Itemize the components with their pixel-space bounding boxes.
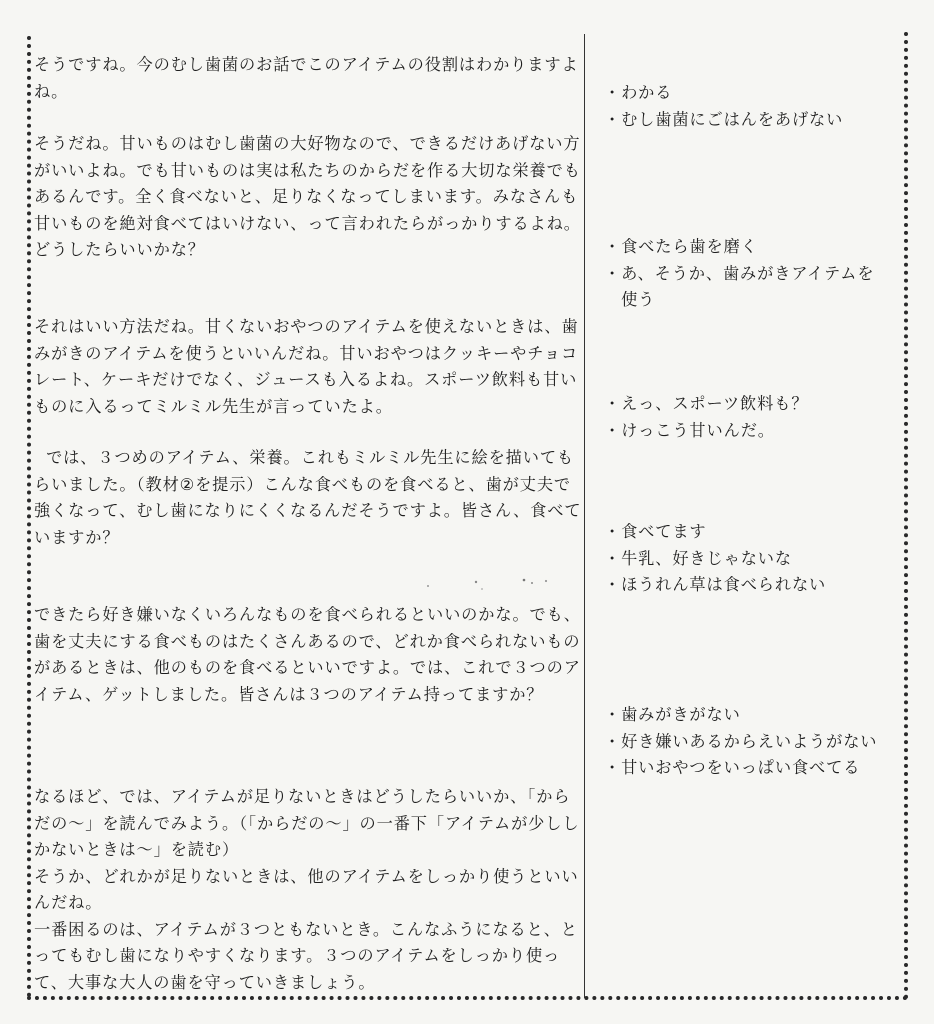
- student-response-group: [604, 234, 900, 314]
- student-response-line: ・あ、そうか、歯みがきアイテムを: [604, 263, 875, 283]
- dotted-frame-bottom: [27, 996, 908, 1000]
- student-response-line: ・えっ、スポーツ飲料も？: [604, 394, 809, 413]
- student-response-line: 使う: [604, 290, 656, 309]
- student-response-line: ・むし歯菌にごはんをあげない: [604, 109, 844, 129]
- student-response-group: [604, 702, 900, 782]
- teacher-paragraph: なるほど、では、アイテムが足りないときはどうしたらいいか、「からだの～」を読んでみよう。（「からだの～」の一番下「アイテムが少ししかないときは～」を読む） そうか、どれかが足りないときは、他のアイテムをしっかり使うといいんだね。 一番困るのは、アイテムが３つともないとき。こんなふうになると、とってもむし歯になりやすくなります。３つのアイテムをしっかり使って、大事な大人の歯を守っていきましょう。: [34, 787, 580, 992]
- student-response-group: [604, 80, 900, 133]
- dotted-frame-left: [27, 36, 31, 998]
- student-response-line: ・甘いおやつをいっぱい食べてる: [604, 758, 861, 777]
- scan-specks: [420, 574, 560, 594]
- student-response-group: [604, 519, 900, 599]
- teacher-paragraph: それはいい方法だね。甘くないおやつのアイテムを使えないときは、歯みがきのアイテムを使うといいんだね。甘いおやつはクッキーやチョコレート、ケーキだけでなく、ジュースも入るよね。スポーツ飲料も甘いものに入るってミルミル先生が言っていたよ。: [34, 317, 579, 416]
- student-response-line: ・歯みがきがない: [604, 705, 741, 724]
- dotted-frame-right: [904, 32, 908, 1000]
- student-response-line: ・食べてます: [604, 522, 707, 541]
- student-response-line: ・食べたら歯を磨く: [604, 237, 758, 256]
- teacher-paragraph: そうですね。今のむし歯菌のお話でこのアイテムの役割はわかりますよね。: [34, 55, 579, 101]
- column-divider: [584, 34, 585, 998]
- teacher-paragraph: そうだね。甘いものはむし歯菌の大好物なので、できるだけあげない方がいいよね。でも甘いものは実は私たちのからだを作る大切な栄養でもあるんです。全く食べないと、足りなくなってしまいます。みなさんも甘いものを絶対食べてはいけない、って言われたらがっかりするよね。どうしたらいいかな？: [34, 134, 581, 259]
- student-response-line: ・ほうれん草は食べられない: [604, 575, 827, 594]
- teacher-paragraph: では、３つめのアイテム、栄養。これもミルミル先生に絵を描いてもらいました。（教材②を提示）こんな食べものを食べると、歯が丈夫で強くなって、むし歯になりにくくなるんだそうですよ。皆さん、食べていますか？: [34, 448, 582, 547]
- student-response-line: ・牛乳、好きじゃないな: [604, 548, 792, 568]
- teacher-paragraph: できたら好き嫌いなくいろんなものを食べられるといいのかな。でも、歯を丈夫にする食べものはたくさんあるので、どれか食べられないものがあるときは、他のものを食べるといいですよ。では、これで３つのアイテム、ゲットしました。皆さんは３つのアイテム持ってますか？: [34, 605, 581, 704]
- student-response-line: ・けっこう甘いんだ。: [604, 420, 775, 440]
- student-response-line: ・好き嫌いあるからえいようがない: [604, 731, 878, 751]
- student-response-line: ・わかる: [604, 83, 673, 102]
- student-response-group: [604, 391, 900, 444]
